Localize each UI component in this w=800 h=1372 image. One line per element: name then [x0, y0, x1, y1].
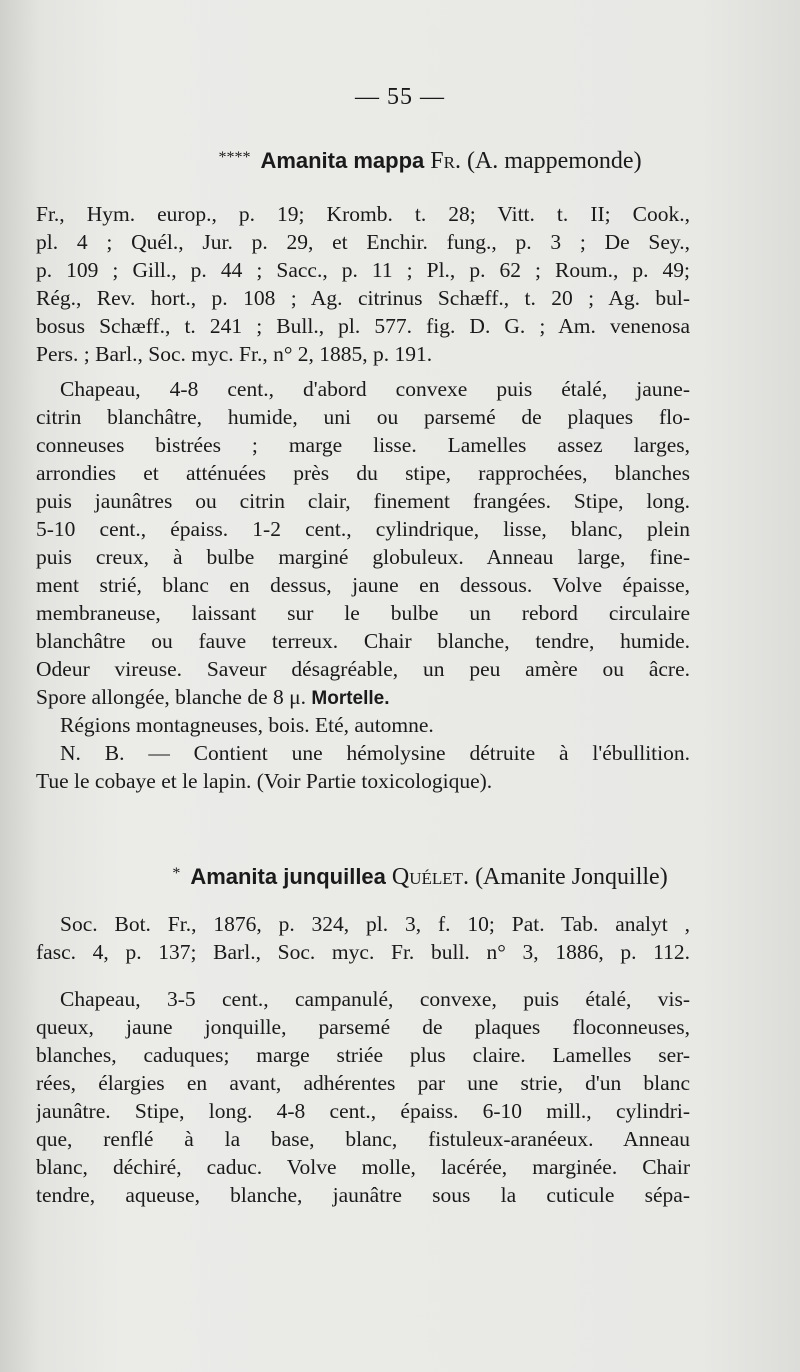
species-heading-junquillea: [20, 864, 800, 891]
text-line: N. B. — Contient une hémolysine détruite à l'ébullition.: [60, 741, 690, 765]
species-common-name: (Amanite Jonquille): [475, 864, 668, 890]
species-name: Amanita mappa: [260, 148, 425, 173]
text-line: bosus Schæff., t. 241 ; Bull., pl. 577. fig. D. G. ; Am. venenosa: [36, 314, 690, 338]
description-junquillea: [36, 985, 690, 1209]
text-line: queux, jaune jonquille, parsemé de plaques floconneuses,: [36, 1015, 690, 1039]
references-junquillea: [36, 910, 690, 966]
rating-stars: ****: [218, 149, 251, 166]
text-line: blanches, caduques; marge striée plus claire. Lamelles ser-: [36, 1043, 690, 1067]
text-line: Soc. Bot. Fr., 1876, p. 324, pl. 3, f. 10; Pat. Tab. analyt ,: [60, 912, 690, 936]
text-line: citrin blanchâtre, humide, uni ou parsemé de plaques flo-: [36, 405, 690, 429]
species-author: Fr.: [430, 148, 461, 174]
text-line: blanc, déchiré, caduc. Volve molle, lacérée, marginée. Chair: [36, 1155, 690, 1179]
text-line: puis creux, à bulbe marginé globuleux. Anneau large, fine-: [36, 545, 690, 569]
description-mappa: [36, 375, 690, 795]
text-line: Fr., Hym. europ., p. 19; Kromb. t. 28; Vitt. t. II; Cook.,: [36, 202, 690, 226]
text-line: Rég., Rev. hort., p. 108 ; Ag. citrinus Schæff., t. 20 ; Ag. bul-: [36, 286, 690, 310]
text-line: jaunâtre. Stipe, long. 4-8 cent., épaiss. 6-10 mill., cylindri-: [36, 1099, 690, 1123]
text-line: pl. 4 ; Quél., Jur. p. 29, et Enchir. fung., p. 3 ; De Sey.,: [36, 230, 690, 254]
text-line: Régions montagneuses, bois. Eté, automne.: [60, 713, 434, 737]
text-line: que, renflé à la base, blanc, fistuleux-aranéeux. Anneau: [36, 1127, 690, 1151]
text-line: Odeur vireuse. Saveur désagréable, un peu amère ou âcre.: [36, 657, 690, 681]
text-line: arrondies et atténuées près du stipe, rapprochées, blanches: [36, 461, 690, 485]
text-line: Tue le cobaye et le lapin. (Voir Partie toxicologique).: [36, 769, 493, 793]
text-line: blanchâtre ou fauve terreux. Chair blanche, tendre, humide.: [36, 629, 690, 653]
text-line: membraneuse, laissant sur le bulbe un rebord circulaire: [36, 601, 690, 625]
species-author: Quélet.: [391, 864, 470, 890]
species-common-name: (A. mappemonde): [466, 148, 642, 174]
text-line: fasc. 4, p. 137; Barl., Soc. myc. Fr. bull. n° 3, 1886, p. 112.: [36, 940, 690, 964]
text-line: puis jaunâtres ou citrin clair, finement frangées. Stipe, long.: [36, 489, 690, 513]
species-name: Amanita junquillea: [190, 864, 386, 889]
text-line: Chapeau, 3-5 cent., campanulé, convexe, puis étalé, vis-: [60, 987, 690, 1011]
text-line: [36, 683, 690, 711]
species-heading-mappa: [30, 148, 800, 175]
mortelle-label: Mortelle.: [311, 688, 390, 709]
text-line: rées, élargies en avant, adhérentes par une strie, d'un blanc: [36, 1071, 690, 1095]
text-line: ment strié, blanc en dessus, jaune en dessous. Volve épaisse,: [36, 573, 690, 597]
text-line: 5-10 cent., épaiss. 1-2 cent., cylindrique, lisse, blanc, plein: [36, 517, 690, 541]
references-mappa: [36, 200, 690, 368]
rating-stars: *: [172, 865, 181, 882]
page-number: — 55 —: [355, 84, 445, 110]
text-line: p. 109 ; Gill., p. 44 ; Sacc., p. 11 ; Pl., p. 62 ; Roum., p. 49;: [36, 258, 690, 282]
text-line: conneuses bistrées ; marge lisse. Lamelles assez larges,: [36, 433, 690, 457]
spore-text: Spore allongée, blanche de 8 μ.: [36, 685, 307, 709]
text-line: Chapeau, 4-8 cent., d'abord convexe puis étalé, jaune-: [60, 377, 690, 401]
text-line: Pers. ; Barl., Soc. myc. Fr., n° 2, 1885, p. 191.: [36, 342, 433, 366]
text-line: tendre, aqueuse, blanche, jaunâtre sous la cuticule sépa-: [36, 1183, 690, 1207]
